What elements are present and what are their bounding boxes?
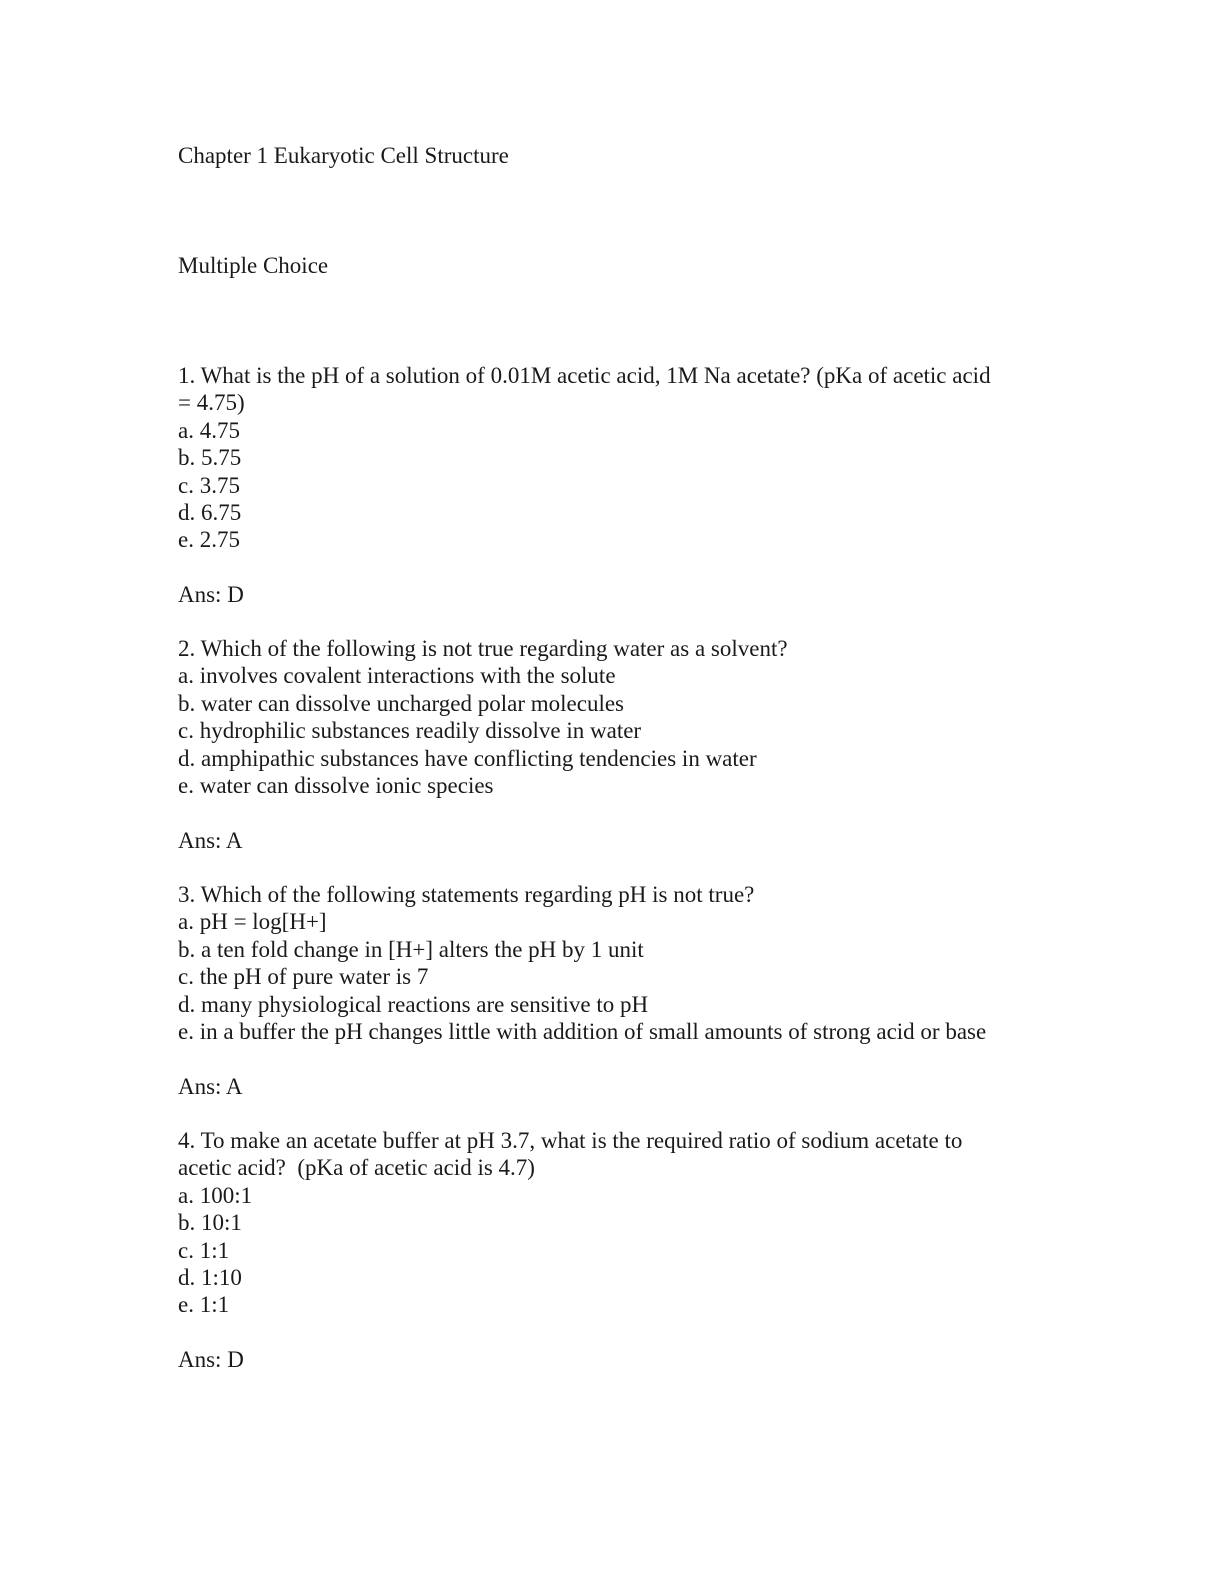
question-4 xyxy=(178,1127,1038,1374)
chapter-title: Chapter 1 Eukaryotic Cell Structure xyxy=(178,143,509,168)
answer-option-d: d. many physiological reactions are sensitive to pH xyxy=(178,991,649,1017)
question-stem-continued: = 4.75) xyxy=(178,390,245,416)
answer-key: Ans: A xyxy=(178,1073,243,1099)
question-3 xyxy=(178,881,1038,1100)
answer-key: Ans: D xyxy=(178,582,244,608)
answer-option-e: e. water can dissolve ionic species xyxy=(178,773,494,799)
answer-option-e: e. 1:1 xyxy=(178,1292,230,1318)
answer-option-e: e. 2.75 xyxy=(178,527,240,553)
question-stem: 1. What is the pH of a solution of 0.01M acetic acid, 1M Na acetate? (pKa of acetic acid xyxy=(178,363,991,388)
answer-option-d: d. amphipathic substances have conflicting tendencies in water xyxy=(178,745,757,771)
answer-option-b: b. 5.75 xyxy=(178,445,242,471)
answer-option-a: a. involves covalent interactions with the solute xyxy=(178,663,616,689)
answer-option-d: d. 1:10 xyxy=(178,1265,242,1291)
answer-option-a: a. pH = log[H+] xyxy=(178,909,327,935)
answer-option-c: c. 3.75 xyxy=(178,472,240,498)
answer-key: Ans: A xyxy=(178,827,243,853)
section-heading: Multiple Choice xyxy=(178,253,329,278)
question-stem-continued: acetic acid? (pKa of acetic acid is 4.7) xyxy=(178,1155,535,1181)
answer-option-c: c. hydrophilic substances readily dissolve in water xyxy=(178,718,642,744)
answer-option-d: d. 6.75 xyxy=(178,500,242,526)
answer-option-a: a. 100:1 xyxy=(178,1182,253,1208)
answer-option-b: b. a ten fold change in [H+] alters the pH by 1 unit xyxy=(178,936,644,962)
answer-option-b: b. water can dissolve uncharged polar molecules xyxy=(178,690,625,716)
answer-option-c: c. 1:1 xyxy=(178,1237,230,1263)
answer-option-e: e. in a buffer the pH changes little with addition of small amounts of strong acid or base xyxy=(178,1019,987,1045)
answer-option-c: c. the pH of pure water is 7 xyxy=(178,964,429,990)
question-1 xyxy=(178,362,1038,609)
answer-key: Ans: D xyxy=(178,1347,244,1373)
question-2 xyxy=(178,635,1038,854)
question-stem: 3. Which of the following statements regarding pH is not true? xyxy=(178,882,755,907)
answer-option-a: a. 4.75 xyxy=(178,417,240,443)
question-stem: 2. Which of the following is not true regarding water as a solvent? xyxy=(178,636,788,661)
question-stem: 4. To make an acetate buffer at pH 3.7, what is the required ratio of sodium acetate to xyxy=(178,1128,963,1153)
answer-option-b: b. 10:1 xyxy=(178,1210,242,1236)
